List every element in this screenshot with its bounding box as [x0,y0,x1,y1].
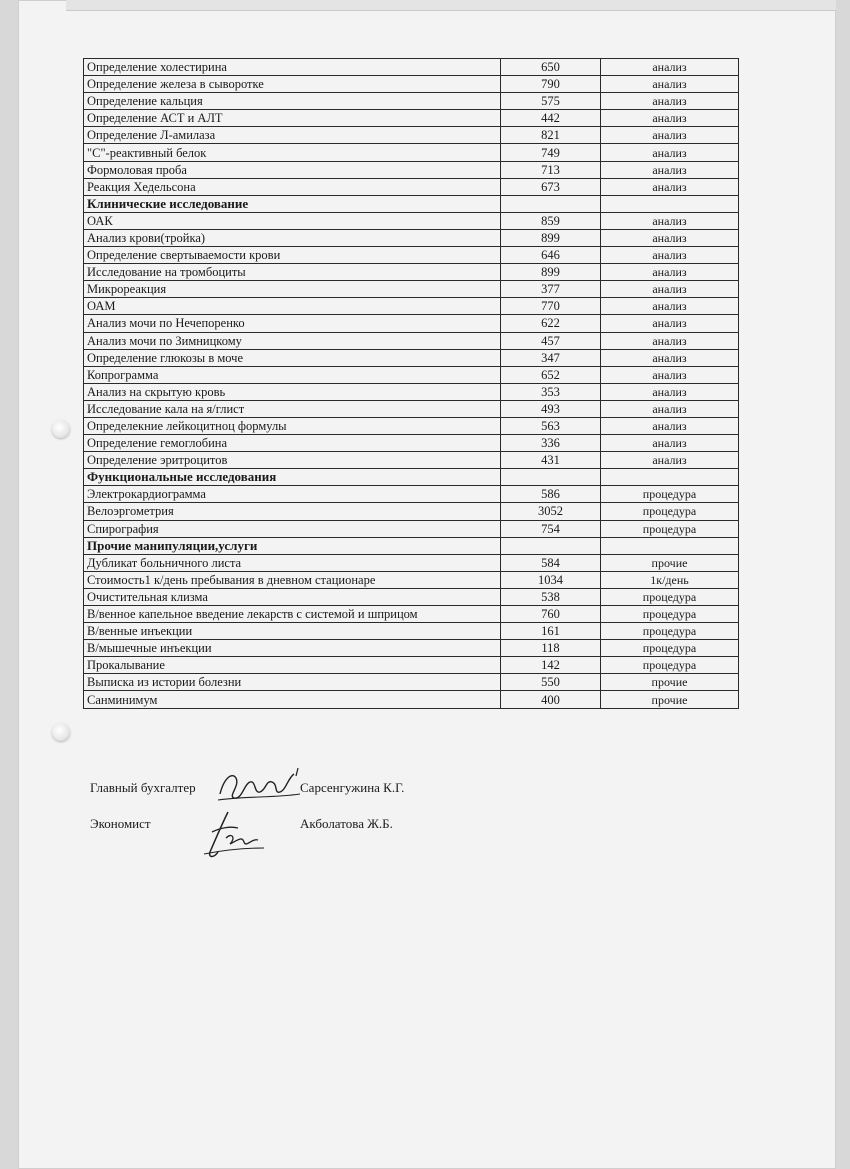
price-cell: 563 [501,417,601,434]
price-list-table [83,58,739,709]
service-name-cell: Очистительная клизма [84,588,501,605]
price-row [84,486,739,503]
price-row [84,127,739,144]
section-header-row [84,537,739,554]
unit-cell [601,469,739,486]
unit-cell: анализ [601,298,739,315]
price-row [84,212,739,229]
economist-signature [200,808,270,862]
price-row [84,520,739,537]
price-row [84,298,739,315]
unit-cell: процедура [601,503,739,520]
service-name-cell: Анализ мочи по Зимницкому [84,332,501,349]
price-row [84,571,739,588]
unit-cell: анализ [601,366,739,383]
service-name-cell: Реакция Хедельсона [84,178,501,195]
price-row [84,657,739,674]
unit-cell: прочие [601,554,739,571]
unit-cell: анализ [601,212,739,229]
price-row [84,178,739,195]
unit-cell: процедура [601,606,739,623]
price-cell: 622 [501,315,601,332]
service-name-cell: Определение кальция [84,93,501,110]
unit-cell: процедура [601,640,739,657]
price-cell: 347 [501,349,601,366]
price-cell [501,537,601,554]
unit-cell: анализ [601,452,739,469]
economist-name: Акболатова Ж.Б. [300,816,393,831]
price-row [84,417,739,434]
unit-cell: анализ [601,144,739,161]
price-cell: 400 [501,691,601,708]
price-row [84,281,739,298]
price-cell: 586 [501,486,601,503]
service-name-cell: Функциональные исследования [84,469,501,486]
service-name-cell: Определение Л-амилаза [84,127,501,144]
service-name-cell: Исследование на тромбоциты [84,264,501,281]
price-cell: 713 [501,161,601,178]
service-name-cell: В/венные инъекции [84,623,501,640]
unit-cell: процедура [601,486,739,503]
service-name-cell: Санминимум [84,691,501,708]
unit-cell: анализ [601,59,739,76]
price-cell: 899 [501,264,601,281]
price-row [84,640,739,657]
price-list-body [84,59,739,709]
service-name-cell: Электрокардиограмма [84,486,501,503]
unit-cell: анализ [601,315,739,332]
price-row [84,606,739,623]
service-name-cell: Определение железа в сыворотке [84,76,501,93]
price-row [84,503,739,520]
price-row [84,452,739,469]
price-row [84,366,739,383]
price-cell: 161 [501,623,601,640]
price-cell: 377 [501,281,601,298]
unit-cell: прочие [601,674,739,691]
unit-cell: анализ [601,332,739,349]
price-cell: 652 [501,366,601,383]
unit-cell: анализ [601,93,739,110]
service-name-cell: Определение АСТ и АЛТ [84,110,501,127]
unit-cell: анализ [601,76,739,93]
unit-cell: анализ [601,281,739,298]
price-cell [501,195,601,212]
unit-cell: процедура [601,623,739,640]
service-name-cell: Определение эритроцитов [84,452,501,469]
chief-accountant-signature [214,764,306,804]
economist-title: Экономист [90,816,151,831]
unit-cell: анализ [601,383,739,400]
unit-cell [601,195,739,212]
price-cell: 142 [501,657,601,674]
service-name-cell: Определекние лейкоцитноц формулы [84,417,501,434]
service-name-cell: В/венное капельное введение лекарств с системой и шприцом [84,606,501,623]
price-cell: 550 [501,674,601,691]
price-cell: 1034 [501,571,601,588]
price-row [84,110,739,127]
service-name-cell: Исследование кала на я/глист [84,400,501,417]
punch-hole-top [52,420,70,438]
unit-cell [601,537,739,554]
price-cell: 575 [501,93,601,110]
unit-cell: процедура [601,520,739,537]
unit-cell: анализ [601,161,739,178]
service-name-cell: "С"-реактивный белок [84,144,501,161]
unit-cell: анализ [601,417,739,434]
chief-accountant-name: Сарсенгужина К.Г. [300,780,405,795]
service-name-cell: ОАК [84,212,501,229]
unit-cell: анализ [601,110,739,127]
price-cell: 336 [501,435,601,452]
price-cell: 3052 [501,503,601,520]
price-row [84,93,739,110]
price-cell: 353 [501,383,601,400]
price-cell: 538 [501,588,601,605]
price-row [84,349,739,366]
price-row [84,554,739,571]
service-name-cell: Велоэргометрия [84,503,501,520]
service-name-cell: Дубликат больничного листа [84,554,501,571]
unit-cell: процедура [601,657,739,674]
price-row [84,691,739,708]
service-name-cell: Прокалывание [84,657,501,674]
service-name-cell: Прочие манипуляции,услуги [84,537,501,554]
price-cell: 790 [501,76,601,93]
price-row [84,332,739,349]
section-header-row [84,195,739,212]
price-row [84,76,739,93]
service-name-cell: Копрограмма [84,366,501,383]
price-cell: 770 [501,298,601,315]
unit-cell: анализ [601,247,739,264]
service-name-cell: Клинические исследование [84,195,501,212]
unit-cell: анализ [601,435,739,452]
price-cell: 646 [501,247,601,264]
price-row [84,588,739,605]
price-row [84,264,739,281]
price-row [84,435,739,452]
price-cell: 584 [501,554,601,571]
price-row [84,59,739,76]
price-row [84,144,739,161]
price-cell: 118 [501,640,601,657]
service-name-cell: Спирография [84,520,501,537]
service-name-cell: Микрореакция [84,281,501,298]
service-name-cell: Анализ крови(тройка) [84,229,501,246]
price-cell: 754 [501,520,601,537]
price-cell: 431 [501,452,601,469]
price-row [84,623,739,640]
price-cell: 493 [501,400,601,417]
price-cell: 442 [501,110,601,127]
price-cell: 749 [501,144,601,161]
unit-cell: анализ [601,400,739,417]
price-cell: 859 [501,212,601,229]
unit-cell: анализ [601,229,739,246]
price-cell: 673 [501,178,601,195]
unit-cell: анализ [601,178,739,195]
service-name-cell: Стоимость1 к/день пребывания в дневном стационаре [84,571,501,588]
price-cell: 457 [501,332,601,349]
unit-cell: анализ [601,127,739,144]
punch-hole-bottom [52,723,70,741]
service-name-cell: Определение холестирина [84,59,501,76]
unit-cell: анализ [601,349,739,366]
service-name-cell: Определение гемоглобина [84,435,501,452]
price-row [84,229,739,246]
service-name-cell: Определение свертываемости крови [84,247,501,264]
unit-cell: анализ [601,264,739,281]
service-name-cell: Анализ мочи по Нечепоренко [84,315,501,332]
service-name-cell: Выписка из истории болезни [84,674,501,691]
price-cell: 899 [501,229,601,246]
section-header-row [84,469,739,486]
service-name-cell: В/мышечные инъекции [84,640,501,657]
chief-accountant-title: Главный бухгалтер [90,780,196,795]
price-row [84,400,739,417]
unit-cell: процедура [601,588,739,605]
price-row [84,161,739,178]
price-cell [501,469,601,486]
price-cell: 650 [501,59,601,76]
service-name-cell: Анализ на скрытую кровь [84,383,501,400]
service-name-cell: Формоловая проба [84,161,501,178]
unit-cell: 1к/день [601,571,739,588]
price-cell: 821 [501,127,601,144]
price-row [84,674,739,691]
service-name-cell: Определение глюкозы в моче [84,349,501,366]
price-cell: 760 [501,606,601,623]
price-row [84,383,739,400]
scanned-page-edge [66,0,836,11]
unit-cell: прочие [601,691,739,708]
price-row [84,315,739,332]
service-name-cell: ОАМ [84,298,501,315]
price-row [84,247,739,264]
